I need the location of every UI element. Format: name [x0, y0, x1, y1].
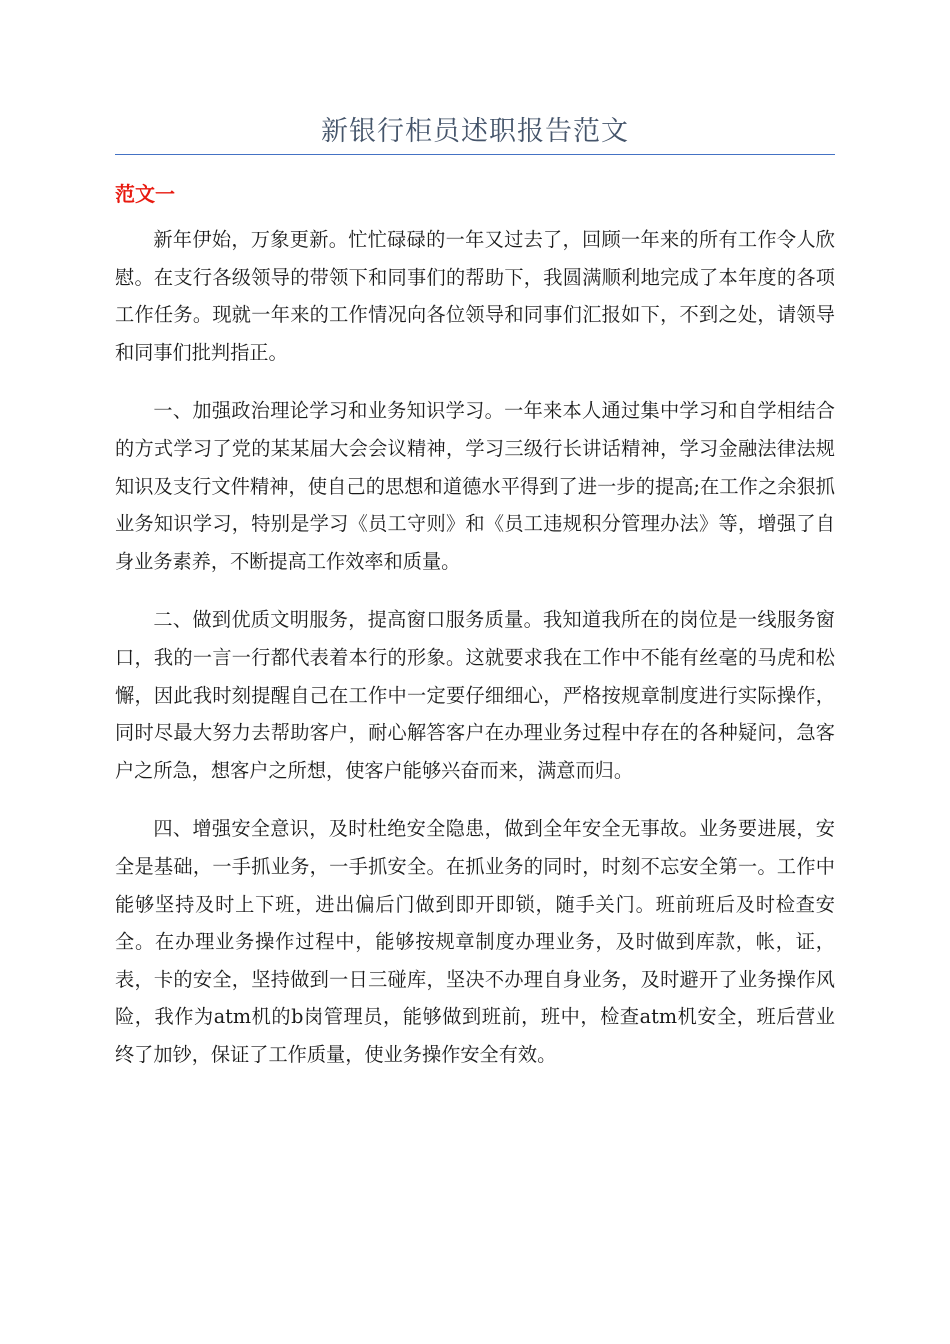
document-title: 新银行柜员述职报告范文 — [321, 116, 629, 147]
body-text — [115, 221, 835, 1094]
paragraph-intro: 新年伊始，万象更新。忙忙碌碌的一年又过去了，回顾一年来的所有工作令人欣慰。在支行各级领导的带领下和同事们的帮助下，我圆满顺利地完成了本年度的各项工作任务。现就一年来的工作情况向各位领导和同事们汇报如下，不到之处，请领导和同事们批判指正。 — [115, 228, 835, 364]
title-underline — [115, 154, 835, 155]
paragraph-study: 一、加强政治理论学习和业务知识学习。一年来本人通过集中学习和自学相结合的方式学习了党的某某届大会会议精神，学习三级行长讲话精神，学习金融法律法规知识及支行文件精神，使自己的思想和道德水平得到了进一步的提高;在工作之余狠抓业务知识学习，特别是学习《员工守则》和《员工违规积分管理办法》等，增强了自身业务素养，不断提高工作效率和质量。 — [115, 399, 835, 573]
paragraph-safety: 四、增强安全意识，及时杜绝安全隐患，做到全年安全无事故。业务要进展，安全是基础，一手抓业务，一手抓安全。在抓业务的同时，时刻不忘安全第一。工作中能够坚持及时上下班，进出偏后门做到即开即锁，随手关门。班前班后及时检查安全。在办理业务操作过程中，能够按规章制度办理业务，及时做到库款，帐，证，表，卡的安全，坚持做到一日三碰库，坚决不办理自身业务，及时避开了业务操作风险，我作为atm机的b岗管理员，能够做到班前，班中，检查atm机安全，班后营业终了加钞，保证了工作质量，使业务操作安全有效。 — [115, 817, 835, 1066]
paragraph-service: 二、做到优质文明服务，提高窗口服务质量。我知道我所在的岗位是一线服务窗口，我的一言一行都代表着本行的形象。这就要求我在工作中不能有丝毫的马虎和松懈，因此我时刻提醒自己在工作中一定要仔细细心，严格按规章制度进行实际操作，同时尽最大努力去帮助客户，耐心解答客户在办理业务过程中存在的各种疑问，急客户之所急，想客户之所想，使客户能够兴奋而来，满意而归。 — [115, 608, 835, 782]
section-heading: 范文一 — [115, 182, 175, 206]
